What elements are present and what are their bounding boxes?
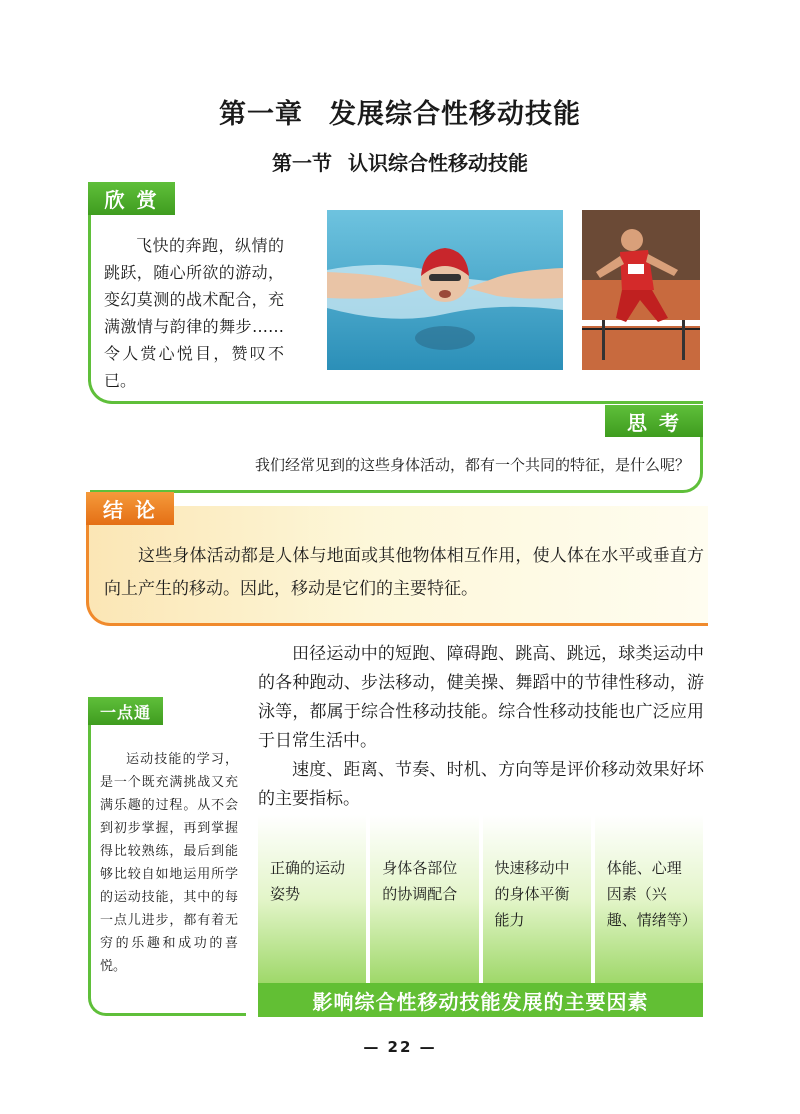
main-paragraph: 速度、距离、节奏、时机、方向等是评价移动效果好坏的主要指标。 (258, 760, 704, 809)
appreciate-text: 飞快的奔跑，纵情的跳跃，随心所欲的游动，变幻莫测的战术配合，充满激情与韵律的舞步……令人赏心悦目，赞叹不已。 (104, 236, 284, 390)
chapter-name: 发展综合性移动技能 (329, 99, 581, 130)
factors-diagram (258, 815, 703, 983)
appreciate-tag: 欣赏 (88, 182, 175, 215)
factor-item: 正确的运动姿势 (258, 815, 366, 983)
main-paragraph: 田径运动中的短跑、障碍跑、跳高、跳远，球类运动中的各种跑动、步法移动，健美操、舞蹈中的节律性移动，游泳等，都属于综合性移动技能。综合性移动技能也广泛应用于日常生活中。 (258, 644, 704, 751)
tip-text: 运动技能的学习，是一个既充满挑战又充满乐趣的过程。从不会到初步掌握，再到掌握得比较熟练，最后到能够比较自如地运用所学的运动技能，其中的每一点儿进步，都有着无穷的乐趣和成功的喜悦。 (100, 752, 238, 974)
section-title (0, 147, 800, 176)
factor-item: 体能、心理因素（兴趣、情绪等） (595, 815, 703, 983)
section-name: 认识综合性移动技能 (348, 151, 528, 175)
conclusion-tag: 结论 (86, 492, 174, 525)
page-number: — 22 — (363, 1038, 437, 1056)
section-number: 第一节 (272, 151, 332, 175)
hurdler-photo (582, 210, 700, 370)
chapter-number: 第一章 (219, 99, 303, 130)
factor-item: 身体各部位的协调配合 (370, 815, 478, 983)
factors-caption: 影响综合性移动技能发展的主要因素 (258, 983, 703, 1017)
factor-item: 快速移动中的身体平衡能力 (483, 815, 591, 983)
swimmer-photo (327, 210, 563, 370)
think-question: 我们经常见到的这些身体活动，都有一个共同的特征，是什么呢？ (254, 456, 690, 474)
think-tag: 思考 (605, 405, 703, 437)
conclusion-text: 这些身体活动都是人体与地面或其他物体相互作用，使人体在水平或垂直方向上产生的移动。因此，移动是它们的主要特征。 (104, 546, 704, 599)
chapter-title (0, 92, 800, 131)
tip-tag: 一点通 (88, 697, 163, 725)
main-text (258, 640, 704, 814)
